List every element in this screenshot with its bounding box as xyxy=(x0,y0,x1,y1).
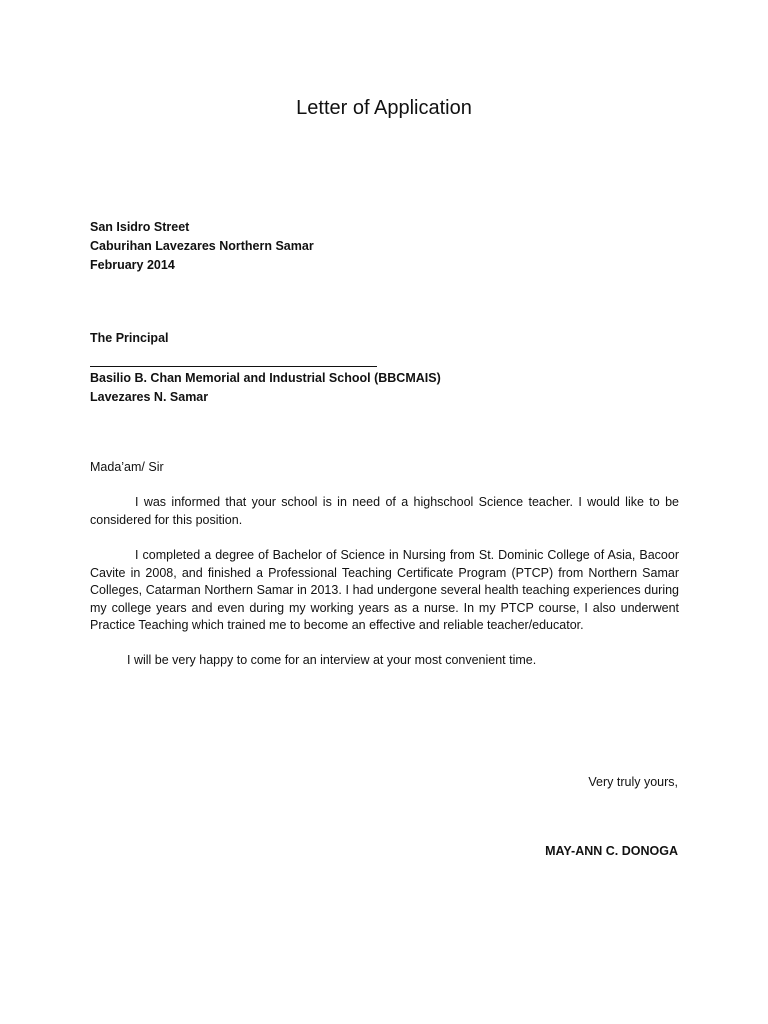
recipient-location: Lavezares N. Samar xyxy=(90,390,209,404)
sender-city: Caburihan Lavezares Northern Samar xyxy=(90,239,314,253)
sender-street: San Isidro Street xyxy=(90,220,190,234)
salutation: Mada’am/ Sir xyxy=(90,460,164,474)
body-paragraph-3: I will be very happy to come for an interview at your most convenient time. xyxy=(127,653,537,667)
recipient-title: The Principal xyxy=(90,331,169,345)
body-paragraph-1: I was informed that your school is in need of a highschool Science teacher. I would like to be considered for this position. xyxy=(90,495,679,527)
signature-name: MAY-ANN C. DONOGA xyxy=(545,844,678,858)
recipient-name-blank-line xyxy=(90,366,377,367)
recipient-school: Basilio B. Chan Memorial and Industrial School (BBCMAIS) xyxy=(90,371,441,385)
letter-title: Letter of Application xyxy=(296,97,472,119)
body-paragraph-2: I completed a degree of Bachelor of Science in Nursing from St. Dominic College of Asia, Bacoor Cavite in 2008, and finished a Professional Teaching Certificate Program (PTCP) from Northern Samar Colleges, Catarman Northern Samar in 2013. I had undergone several health teaching experiences during my college years and even during my working years as a nurse. In my PTCP course, I also underwent Practice Teaching which trained me to become an effective and reliable teacher/educator. xyxy=(90,548,679,632)
complimentary-close: Very truly yours, xyxy=(588,775,678,789)
recipient-address xyxy=(90,366,680,407)
sender-address xyxy=(90,218,680,275)
letter-date: February 2014 xyxy=(90,258,175,272)
